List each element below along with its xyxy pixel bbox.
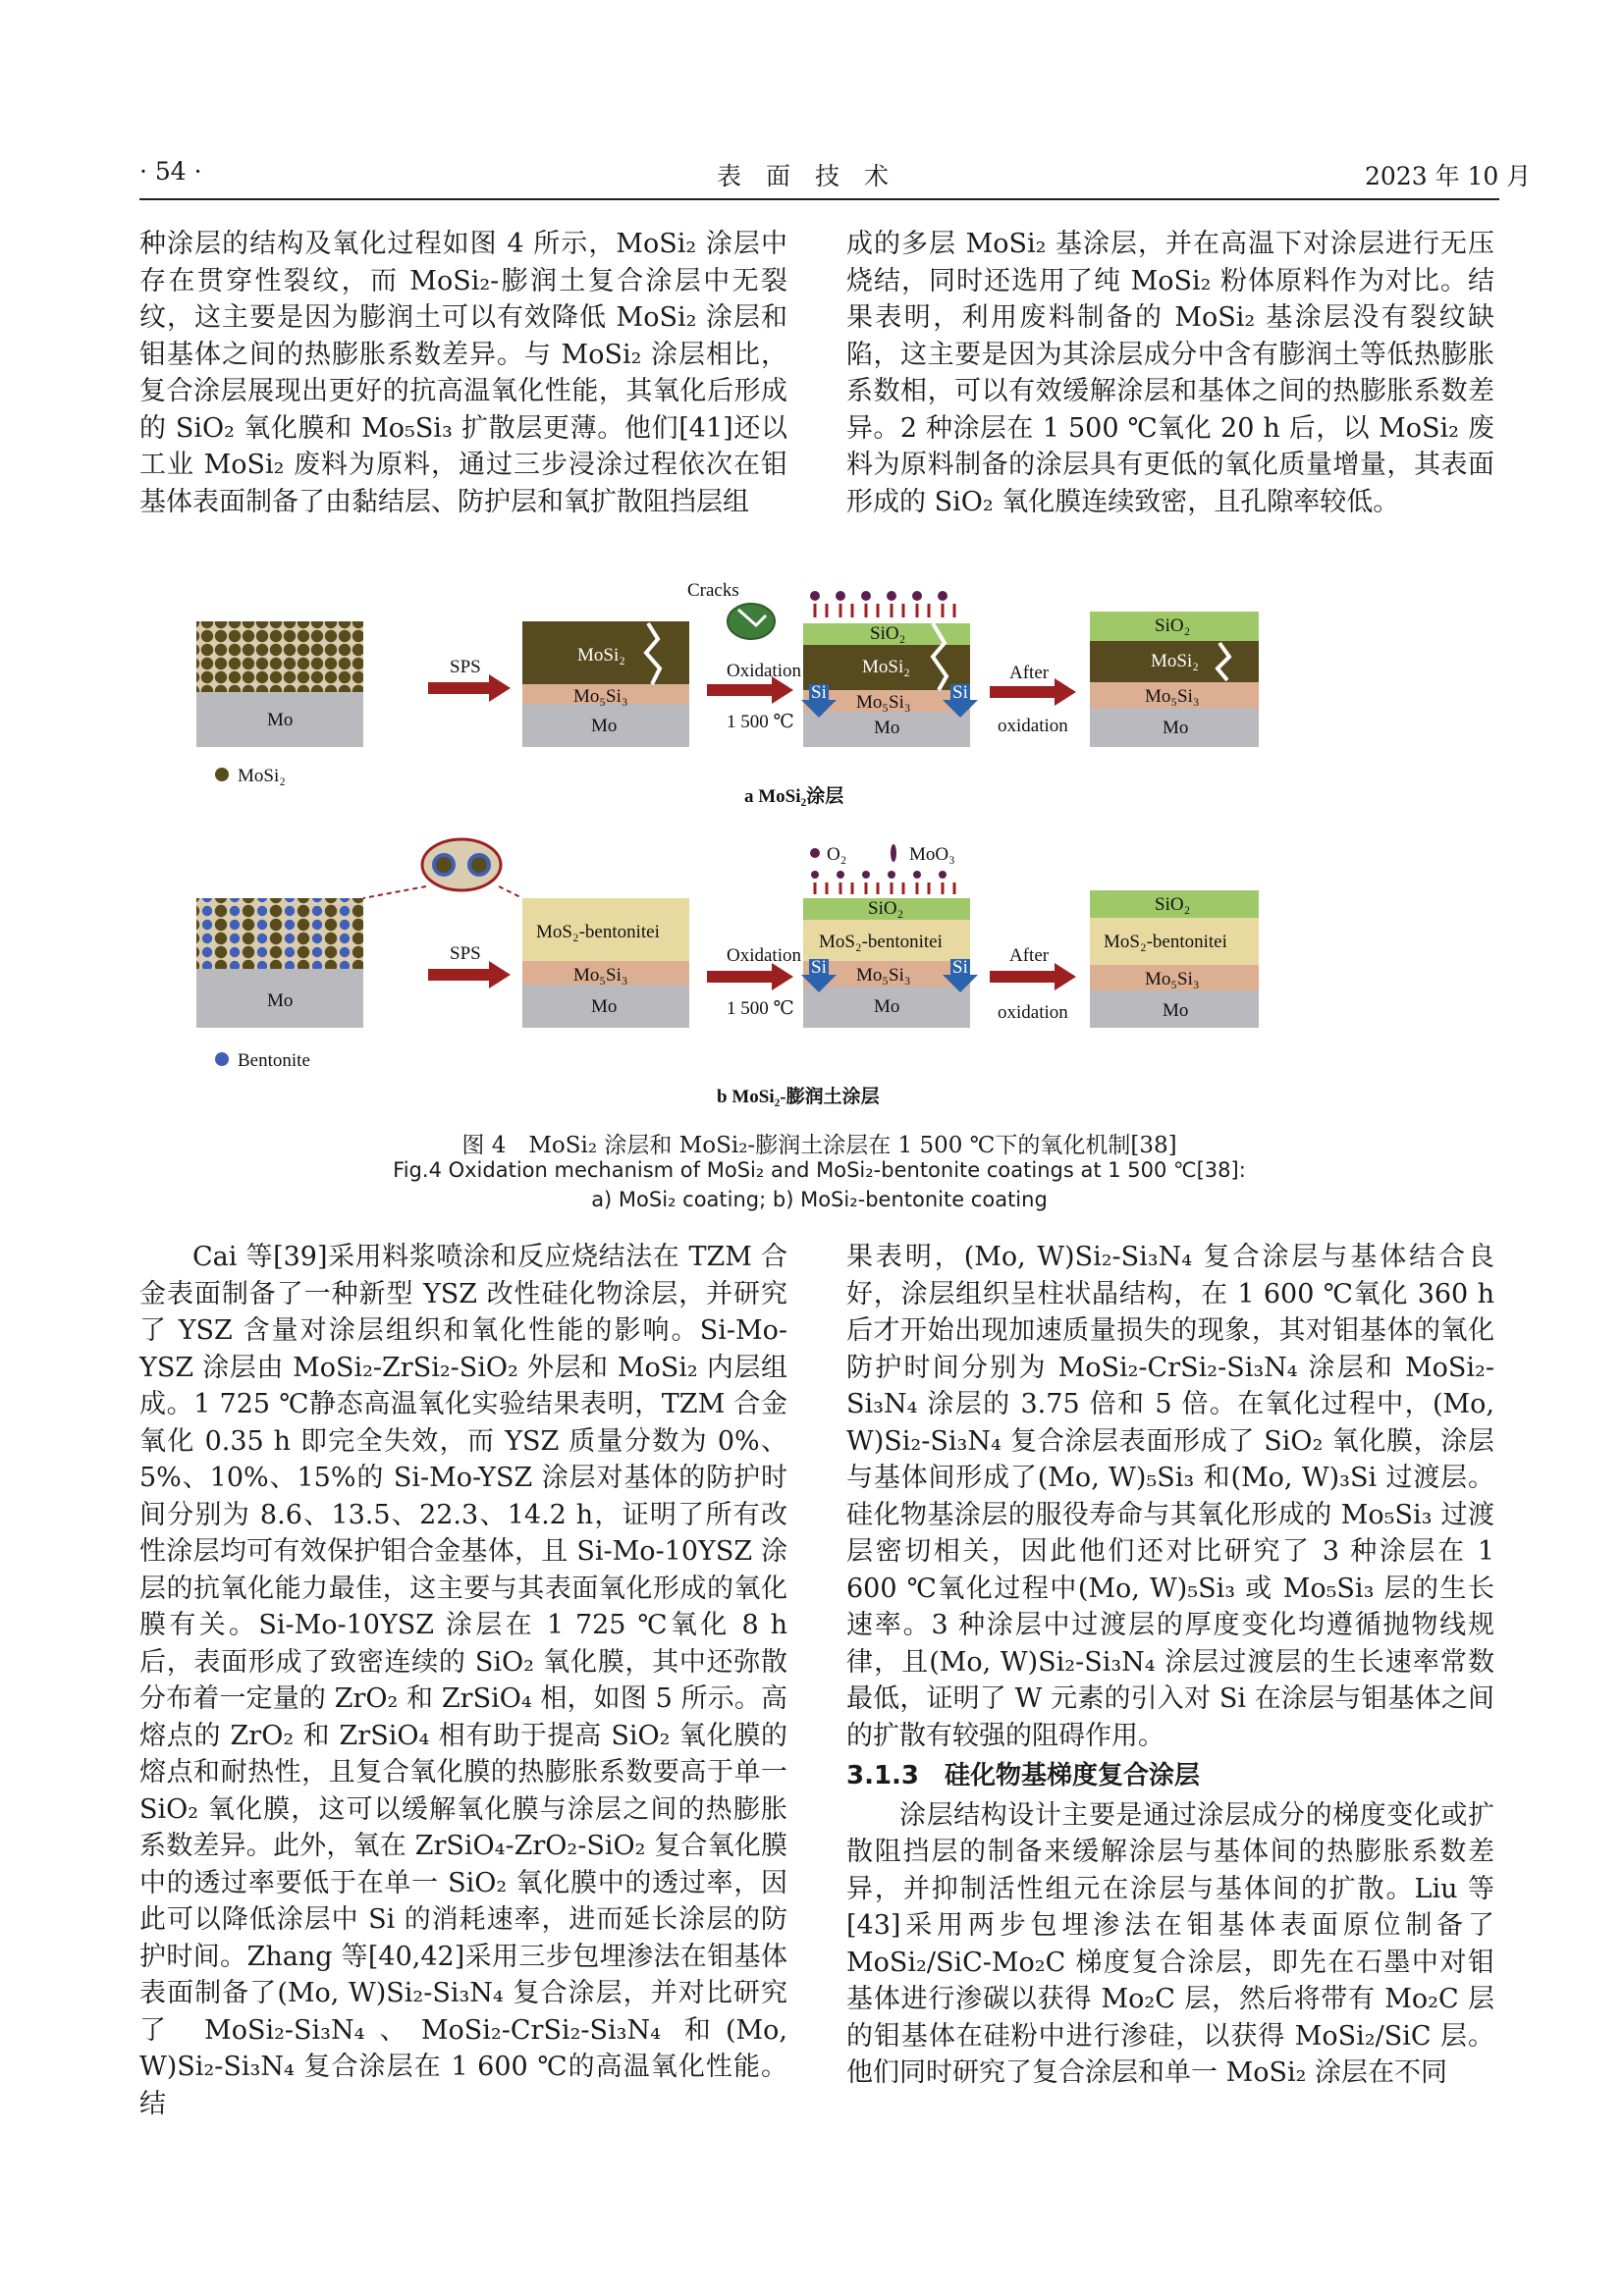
label-mo5si3: Mo₅Si₃ (573, 965, 628, 986)
paragraph: 果表明，(Mo, W)Si₂-Si₃N₄ 复合涂层与基体结合良好，涂层组织呈柱状晶结构，在 1 600 ℃氧化 360 h 后才开始出现加速质量损失的现象，其对钼基体的氧化防护时间分别为 MoSi₂-CrSi₂-Si₃N₄ 涂层和 MoSi₂-Si₃N₄ 涂层的 3.75 倍和 5 倍。在氧化过程中，(Mo, W)Si₂-Si₃N₄ 复合涂层表面形成了 SiO₂ 氧化膜，涂层与基体间形成了(Mo, W)₅Si₃ 和(Mo, W)₃Si 过渡层。硅化物基涂层的服役寿命与其氧化形成的 Mo₅Si₃ 过渡层密切相关，因此他们还对比研究了 3 种涂层在 1 600 ℃氧化过程中(Mo, W)₅Si₃ 或 Mo₅Si₃ 层的生长速率。3 种涂层中过渡层的厚度变化均遵循抛物线规律，且(Mo, W)Si₂-Si₃N₄ 涂层过渡层的生长速率常数最低，证明了 W 元素的引入对 Si 在涂层与钼基体之间的扩散有较强的阻碍作用。 (846, 1242, 1494, 1751)
paragraph: Cai 等[39]采用料浆喷涂和反应烧结法在 TZM 合金表面制备了一种新型 YSZ 改性硅化物涂层，并研究了 YSZ 含量对涂层组织和氧化性能的影响。Si-Mo-YSZ 涂层由 MoSi₂-ZrSi₂-SiO₂ 外层和 MoSi₂ 内层组成。1 725 ℃静态高温氧化实验结果表明，TZM 合金氧化 0.35 h 即完全失效，而 YSZ 质量分数为 0%、5%、10%、15%的 Si-Mo-YSZ 涂层对基体的防护时间分别为 8.6、13.5、22.3、14.2 h，证明了所有改性涂层均可有效保护钼合金基体，且 Si-Mo-10YSZ 涂层的抗氧化能力最佳，这主要与其表面氧化形成的氧化膜有关。Si-Mo-10YSZ 涂层在 1 725 ℃氧化 8 h 后，表面形成了致密连续的 SiO₂ 氧化膜，其中还弥散分布着一定量的 ZrO₂ 和 ZrSiO₄ 相，如图 5 所示。高熔点的 ZrO₂ 和 ZrSiO₄ 相有助于提高 SiO₂ 氧化膜的熔点和耐热性，且复合氧化膜的热膨胀系数要高于单一 SiO₂ 氧化膜，这可以缓解氧化膜与涂层之间的热膨胀系数差异。此外，氧在 ZrSiO₄-ZrO₂-SiO₂ 复合氧化膜中的透过率要低于在单一 SiO₂ 氧化膜中的透过率，因此可以降低涂层中 Si 的消耗速率，进而延长涂层的防护时间。Zhang 等[40,42]采用三步包埋渗法在钼基体表面制备了(Mo, W)Si₂-Si₃N₄ 复合涂层，并对比研究了 MoSi₂-Si₃N₄、MoSi₂-CrSi₂-Si₃N₄ 和(Mo, W)Si₂-Si₃N₄ 复合涂层在 1 600 ℃的高温氧化性能。结 (139, 1242, 787, 2119)
moo3-mark (891, 844, 896, 862)
label-si: Si (952, 957, 968, 978)
zoom-particle (469, 855, 489, 875)
label-temp: 1 500 ℃ (727, 998, 794, 1019)
paragraph: 种涂层的结构及氧化过程如图 4 所示，MoSi₂ 涂层中存在贯穿性裂纹，而 MoSi₂-膨润土复合涂层中无裂纹，这主要是因为膨润土可以有效降低 MoSi₂ 涂层和钼基体之间的热膨胀系数差异。与 MoSi₂ 涂层相比，复合涂层展现出更好的抗高温氧化性能，其氧化后形成的 SiO₂ 氧化膜和 Mo₅Si₃ 扩散层更薄。他们[41]还以工业 MoSi₂ 废料为原料，通过三步浸涂过程依次在钼基体表面制备了由黏结层、防护层和氧扩散阻挡层组 (139, 229, 787, 517)
label-sio2: SiO₂ (868, 898, 904, 919)
bentonite-legend-dot (215, 1052, 229, 1066)
mosi2-legend-dot (215, 768, 229, 781)
arrow-oxidation (707, 963, 793, 990)
label-mo: Mo (267, 990, 294, 1011)
o2-arrows (811, 871, 954, 894)
label-mo5si3: Mo₅Si₃ (1145, 969, 1200, 989)
paragraph: 成的多层 MoSi₂ 基涂层，并在高温下对涂层进行无压烧结，同时还选用了纯 MoSi₂ 粉体原料作为对比。结果表明，利用废料制备的 MoSi₂ 基涂层没有裂纹缺陷，这主要是因为其涂层成分中含有膨润土等低热膨胀系数相，可以有效缓解涂层和基体之间的热膨胀系数差异。2 种涂层在 1 500 ℃氧化 20 h 后，以 MoSi₂ 废料为原料制备的涂层具有更低的氧化质量增量，其表面形成的 SiO₂ 氧化膜连续致密，且孔隙率较低。 (846, 229, 1494, 517)
legend-bentonite: Bentonite (238, 1050, 310, 1071)
label-mo: Mo (874, 718, 900, 738)
label-o2: O₂ (827, 844, 847, 865)
journal-title: 表 面 技 术 (717, 162, 890, 190)
label-mo5si3: Mo₅Si₃ (856, 965, 911, 986)
label-mo: Mo (591, 996, 618, 1017)
arrow-sps (428, 674, 511, 702)
label-mo: Mo (591, 716, 618, 736)
oxidation-mechanism-diagram (187, 574, 1463, 1124)
subcaption-b: b MoSi₂-膨润土涂层 (717, 1087, 880, 1107)
label-mosi2: MoSi₂ (577, 645, 625, 666)
figure-caption-en-sub: a) MoSi₂ coating; b) MoSi₂-bentonite coating (591, 1188, 1048, 1211)
panel-a (196, 580, 1259, 807)
zoom-particle (434, 855, 454, 875)
arrow-after (990, 963, 1076, 990)
label-mosi2: MoSi₂ (862, 657, 910, 677)
label-sps: SPS (450, 943, 481, 964)
label-mosi2: MoSi₂ (1151, 651, 1199, 671)
label-mo5si3: Mo₅Si₃ (573, 686, 628, 707)
label-after: After (1009, 663, 1050, 683)
panel-b (196, 839, 1259, 1107)
label-coat: MoS₂-bentonitei (819, 932, 943, 952)
label-mo: Mo (1163, 718, 1189, 738)
header-rule (139, 198, 1499, 200)
label-mo: Mo (267, 710, 294, 730)
page-number: · 54 · (139, 157, 202, 186)
label-mo5si3: Mo₅Si₃ (856, 692, 911, 713)
label-si: Si (952, 682, 968, 703)
label-si: Si (811, 957, 827, 978)
o2-dot (810, 848, 820, 858)
label-sio2: SiO₂ (1155, 894, 1191, 915)
label-moo3: MoO₃ (909, 844, 955, 865)
section-heading: 3.1.3 硅化物基梯度复合涂层 (846, 1761, 1201, 1790)
label-sps: SPS (450, 657, 481, 677)
mixed-powder (196, 898, 363, 969)
figure-caption-en: Fig.4 Oxidation mechanism of MoSi₂ and MoSi₂-bentonite coatings at 1 500 ℃[38]: (393, 1158, 1246, 1182)
text-column-top-right (846, 226, 1494, 520)
label-mo: Mo (1163, 1000, 1189, 1021)
legend-mosi2: MoSi₂ (238, 766, 286, 786)
label-oxidation: Oxidation (727, 661, 801, 681)
subcaption-a: a MoSi₂涂层 (744, 786, 844, 807)
o2-arrows (810, 591, 954, 617)
text-column-bottom-right (846, 1239, 1494, 2092)
text-column-bottom-left (139, 1239, 787, 2122)
label-coat: MoS₂-bentonitei (1104, 932, 1227, 952)
label-oxidation: Oxidation (727, 945, 801, 966)
label-sio2: SiO₂ (1155, 615, 1191, 636)
label-after-oxidation: oxidation (998, 716, 1068, 736)
label-after: After (1009, 945, 1050, 966)
figure-4 (187, 574, 1463, 1124)
label-after-oxidation: oxidation (998, 1002, 1068, 1023)
arrow-sps (428, 961, 511, 988)
figure-caption-cn: 图 4 MoSi₂ 涂层和 MoSi₂-膨润土涂层在 1 500 ℃下的氧化机制[38] (461, 1133, 1177, 1158)
mosi2-powder (196, 621, 363, 692)
text-column-top-left (139, 226, 787, 520)
label-si: Si (811, 682, 827, 703)
label-cracks: Cracks (687, 580, 739, 601)
issue-date: 2023 年 10 月 (1365, 162, 1532, 190)
label-sio2: SiO₂ (870, 623, 906, 644)
paragraph: 涂层结构设计主要是通过涂层成分的梯度变化或扩散阻挡层的制备来缓解涂层与基体间的热膨胀系数差异，并抑制活性组元在涂层与基体间的扩散。Liu 等[43]采用两步包埋渗法在钼基体表面原位制备了 MoSi₂/SiC-Mo₂C 梯度复合涂层，即先在石墨中对钼基体进行渗碳以获得 Mo₂C 层，然后将带有 Mo₂C 层的钼基体在硅粉中进行渗硅，以获得 MoSi₂/SiC 层。他们同时研究了复合涂层和单一 MoSi₂ 涂层在不同 (846, 1799, 1494, 2088)
label-mo5si3: Mo₅Si₃ (1145, 686, 1200, 707)
label-coat: MoS₂-bentonitei (536, 922, 660, 942)
label-mo: Mo (874, 996, 900, 1017)
label-temp: 1 500 ℃ (727, 712, 794, 732)
